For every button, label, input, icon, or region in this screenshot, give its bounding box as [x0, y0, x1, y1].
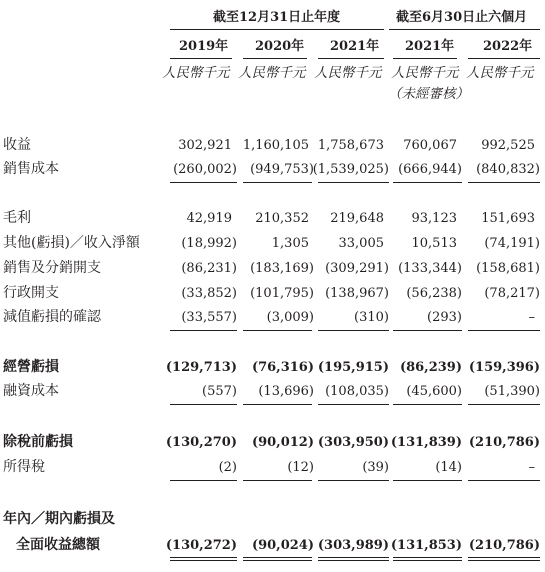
- table-cell: (51,390): [484, 384, 540, 399]
- table-cell: (45,600): [406, 384, 462, 399]
- unaudited-note: （未經審核）: [388, 86, 469, 102]
- subtotal-rule: [468, 480, 540, 481]
- table-cell: (18,992): [181, 236, 237, 251]
- row-label: 減值虧損的確認: [3, 309, 101, 325]
- table-cell: (195,915): [317, 360, 389, 375]
- row-label: 銷售成本: [3, 161, 59, 177]
- total-double-rule: [243, 557, 312, 561]
- table-cell: (76,316): [251, 360, 314, 375]
- table-cell: (260,002): [173, 162, 237, 177]
- table-cell: (3,009): [266, 310, 314, 325]
- table-cell: (131,839): [390, 435, 462, 450]
- table-cell: 210,352: [255, 211, 309, 226]
- table-cell: (39): [362, 460, 389, 475]
- table-cell: 992,525: [481, 138, 535, 153]
- table-cell: (210,786): [468, 538, 540, 553]
- subtotal-rule: [393, 182, 462, 183]
- row-label: 收益: [3, 137, 31, 153]
- year-rule: [170, 58, 232, 59]
- table-cell: (949,753): [250, 162, 314, 177]
- subtotal-rule: [170, 404, 237, 405]
- table-cell: (1,539,025): [312, 162, 389, 177]
- table-cell: (86,239): [399, 360, 462, 375]
- table-cell: (86,231): [181, 261, 237, 276]
- row-label: 毛利: [3, 210, 31, 226]
- row-label: 年內／期內虧損及: [3, 511, 115, 527]
- subtotal-rule: [243, 404, 312, 405]
- table-cell: 1,305: [271, 236, 309, 251]
- table-cell: (133,344): [398, 261, 462, 276]
- total-double-rule: [170, 557, 237, 561]
- subtotal-rule: [170, 480, 237, 481]
- row-label: 行政開支: [3, 285, 59, 301]
- year-header: 2019年: [179, 39, 229, 54]
- table-cell: (293): [427, 310, 462, 325]
- subtotal-rule: [170, 330, 237, 331]
- header-rule-full-year: [170, 29, 384, 30]
- table-cell: 760,067: [403, 138, 457, 153]
- unit-header: 人民幣千元: [162, 65, 230, 81]
- unit-header: 人民幣千元: [238, 65, 306, 81]
- table-cell: (90,012): [251, 435, 314, 450]
- row-label: 銷售及分銷開支: [3, 260, 101, 276]
- table-cell: 1,758,673: [317, 138, 384, 153]
- table-cell: (131,853): [390, 538, 462, 553]
- table-cell: (130,272): [165, 538, 237, 553]
- table-cell: (309,291): [325, 261, 389, 276]
- table-cell: (159,396): [468, 360, 540, 375]
- row-label: 全面收益總額: [16, 537, 100, 553]
- year-header: 2021年: [330, 39, 380, 54]
- table-cell: –: [528, 460, 535, 475]
- table-cell: (14): [435, 460, 462, 475]
- table-cell: (138,967): [325, 286, 389, 301]
- subtotal-rule: [318, 330, 389, 331]
- table-cell: (90,024): [251, 538, 314, 553]
- subtotal-rule: [243, 480, 312, 481]
- subtotal-rule: [393, 330, 462, 331]
- header-rule-six-months: [389, 29, 540, 30]
- row-label: 其他(虧損)／收入淨額: [3, 235, 140, 251]
- unit-header: 人民幣千元: [466, 65, 534, 81]
- row-label: 除稅前虧損: [3, 434, 73, 450]
- table-cell: (33,557): [181, 310, 237, 325]
- table-cell: (108,035): [325, 384, 389, 399]
- table-cell: 151,693: [481, 211, 535, 226]
- row-label: 融資成本: [3, 383, 59, 399]
- subtotal-rule: [170, 182, 237, 183]
- unit-header: 人民幣千元: [314, 65, 382, 81]
- table-cell: (2): [218, 460, 237, 475]
- year-header: 2022年: [483, 39, 533, 54]
- table-cell: (12): [287, 460, 314, 475]
- table-cell: (129,713): [165, 360, 237, 375]
- period-header-full-year: 截至12月31日止年度: [213, 10, 341, 25]
- table-cell: (13,696): [258, 384, 314, 399]
- subtotal-rule: [243, 330, 312, 331]
- table-cell: (303,950): [317, 435, 389, 450]
- table-cell: 1,160,105: [242, 138, 309, 153]
- year-rule: [243, 58, 307, 59]
- table-cell: 33,005: [338, 236, 384, 251]
- table-cell: (557): [202, 384, 237, 399]
- row-label: 所得稅: [3, 459, 45, 475]
- year-rule: [468, 58, 540, 59]
- table-cell: (840,832): [476, 162, 540, 177]
- year-rule: [318, 58, 384, 59]
- table-cell: (130,270): [165, 435, 237, 450]
- table-cell: (666,944): [398, 162, 462, 177]
- table-cell: (33,852): [181, 286, 237, 301]
- table-cell: –: [528, 310, 535, 325]
- year-header: 2020年: [255, 39, 305, 54]
- total-double-rule: [318, 557, 389, 561]
- subtotal-rule: [243, 182, 312, 183]
- table-cell: (56,238): [406, 286, 462, 301]
- table-cell: (101,795): [250, 286, 314, 301]
- table-cell: (210,786): [468, 435, 540, 450]
- table-cell: 10,513: [411, 236, 457, 251]
- table-cell: (310): [354, 310, 389, 325]
- total-double-rule: [393, 557, 462, 561]
- table-cell: (74,191): [484, 236, 540, 251]
- period-header-six-months: 截至6月30日止六個月: [396, 10, 528, 25]
- subtotal-rule: [468, 330, 540, 331]
- table-cell: (158,681): [476, 261, 540, 276]
- subtotal-rule: [393, 404, 462, 405]
- year-header: 2021年: [405, 39, 455, 54]
- subtotal-rule: [318, 182, 389, 183]
- year-rule: [393, 58, 457, 59]
- total-double-rule: [468, 557, 540, 561]
- unit-header: 人民幣千元: [391, 65, 459, 81]
- table-cell: 42,919: [186, 211, 232, 226]
- table-cell: 302,921: [178, 138, 232, 153]
- subtotal-rule: [393, 480, 462, 481]
- table-cell: 93,123: [411, 211, 457, 226]
- subtotal-rule: [318, 480, 389, 481]
- row-label: 經營虧損: [3, 359, 59, 375]
- subtotal-rule: [318, 404, 389, 405]
- subtotal-rule: [468, 404, 540, 405]
- subtotal-rule: [468, 182, 540, 183]
- table-cell: (78,217): [484, 286, 540, 301]
- table-cell: (303,989): [317, 538, 389, 553]
- table-cell: (183,169): [250, 261, 314, 276]
- table-cell: 219,648: [330, 211, 384, 226]
